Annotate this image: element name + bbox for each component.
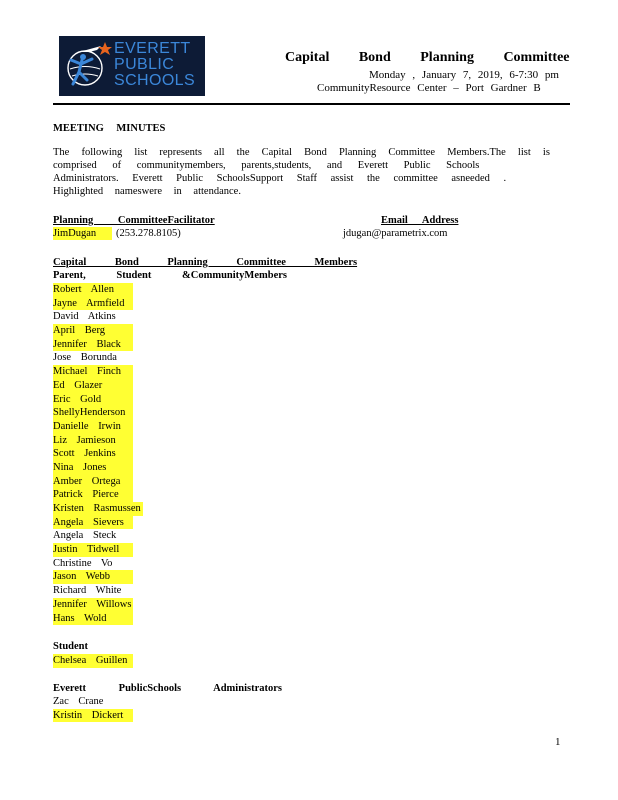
- member-name-text: Christine Vo: [53, 557, 113, 569]
- intro-line-1: The following list represents all the Capital Bond Planning Committee Members.The list is: [53, 147, 550, 158]
- intro-line-2: comprised of communitymembers, parents,students, and Everett Public Schools: [53, 160, 480, 171]
- minutes-heading: MEETING MINUTES: [53, 123, 166, 134]
- member-name: [53, 475, 143, 489]
- member-name-text: Jennifer Willows: [53, 598, 132, 610]
- member-name: [53, 612, 143, 626]
- member-list: [53, 283, 143, 625]
- member-name: [53, 570, 143, 584]
- administrators-header: Everett PublicSchools Administrators: [53, 683, 282, 694]
- member-name: [53, 516, 143, 530]
- member-name-text: April Berg: [53, 324, 133, 338]
- student-header: Student: [53, 641, 89, 652]
- member-name: [53, 461, 143, 475]
- member-name: [53, 351, 143, 365]
- member-name: [53, 488, 143, 502]
- member-name: [53, 447, 143, 461]
- page-number: 1: [555, 736, 561, 748]
- member-name: [53, 406, 143, 420]
- member-name: [53, 543, 143, 557]
- member-name: [53, 379, 143, 393]
- student-name-text: Chelsea Guillen: [53, 654, 133, 668]
- member-name-text: Justin Tidwell: [53, 543, 133, 557]
- member-name: [53, 529, 143, 543]
- logo-line-2: PUBLIC: [114, 56, 175, 73]
- meeting-location: CommunityResource Center – Port Gardner B: [317, 82, 541, 94]
- member-name: [53, 502, 143, 516]
- intro-line-3: Administrators. Everett Public SchoolsSupport Staff assist the committee asneeded .: [53, 173, 507, 184]
- administrator-name-text: Zac Crane: [53, 696, 104, 707]
- member-name: [53, 434, 143, 448]
- members-subheader: Parent, Student &CommunityMembers: [53, 270, 287, 281]
- member-name: [53, 297, 143, 311]
- member-name: [53, 338, 143, 352]
- student-list: [53, 654, 133, 668]
- member-name: [53, 393, 143, 407]
- member-name-text: Patrick Pierce: [53, 488, 133, 502]
- logo-wordmark: [114, 41, 204, 89]
- member-name-text: Richard White: [53, 585, 122, 597]
- member-name-text: Liz Jamieson: [53, 434, 133, 448]
- member-name-text: Kristen Rasmussen: [53, 503, 141, 514]
- administrator-name: [53, 695, 133, 709]
- member-name: [53, 324, 143, 338]
- member-name-text: Angela Sievers: [53, 516, 133, 530]
- administrator-name: [53, 709, 133, 723]
- student-name: [53, 654, 133, 668]
- member-name-text: ShellyHenderson: [53, 406, 133, 420]
- meeting-date: Monday , January 7, 2019, 6-7:30 pm: [369, 69, 559, 81]
- member-name: [53, 310, 143, 324]
- facilitator-email: jdugan@parametrix.com: [343, 228, 448, 239]
- facilitator-header: Planning CommitteeFacilitator: [53, 215, 215, 226]
- member-name-text: Nina Jones: [53, 461, 133, 475]
- member-name: [53, 420, 143, 434]
- member-name: [53, 584, 143, 598]
- member-name-text: Jayne Armfield: [53, 297, 133, 311]
- member-name-text: Hans Wold: [53, 612, 133, 626]
- intro-line-4: Highlighted nameswere in attendance.: [53, 186, 241, 197]
- member-name: [53, 557, 143, 571]
- member-name-text: Michael Finch: [53, 365, 133, 379]
- facilitator-name: JimDugan: [53, 227, 112, 240]
- logo-line-1: EVERETT: [114, 40, 191, 57]
- member-name: [53, 365, 143, 379]
- member-name-text: Jason Webb: [53, 570, 133, 584]
- member-name-text: Scott Jenkins: [53, 447, 133, 461]
- member-name-text: Amber Ortega: [53, 475, 133, 489]
- facilitator-phone: (253.278.8105): [116, 228, 181, 239]
- member-name-text: Jose Borunda: [53, 352, 117, 364]
- administrator-list: [53, 695, 133, 722]
- email-header: Email Address: [381, 215, 459, 226]
- logo-line-3: SCHOOLS: [114, 72, 196, 89]
- header-divider: [53, 103, 570, 105]
- member-name-text: Jennifer Black: [53, 338, 133, 352]
- members-header: Capital Bond Planning Committee Members: [53, 257, 358, 268]
- member-name-text: David Atkins: [53, 311, 116, 323]
- member-name-text: Angela Steck: [53, 530, 117, 542]
- member-name-text: Eric Gold: [53, 393, 133, 407]
- administrator-name-text: Kristin Dickert: [53, 709, 133, 723]
- member-name-text: Danielle Irwin: [53, 420, 133, 434]
- district-logo: [59, 36, 205, 96]
- star-icon: [98, 42, 112, 55]
- committee-title: Capital Bond Planning Committee: [285, 50, 570, 65]
- member-name: [53, 283, 143, 297]
- member-name-text: Ed Glazer: [53, 379, 133, 393]
- member-name-text: Robert Allen: [53, 283, 133, 297]
- member-name: [53, 598, 143, 612]
